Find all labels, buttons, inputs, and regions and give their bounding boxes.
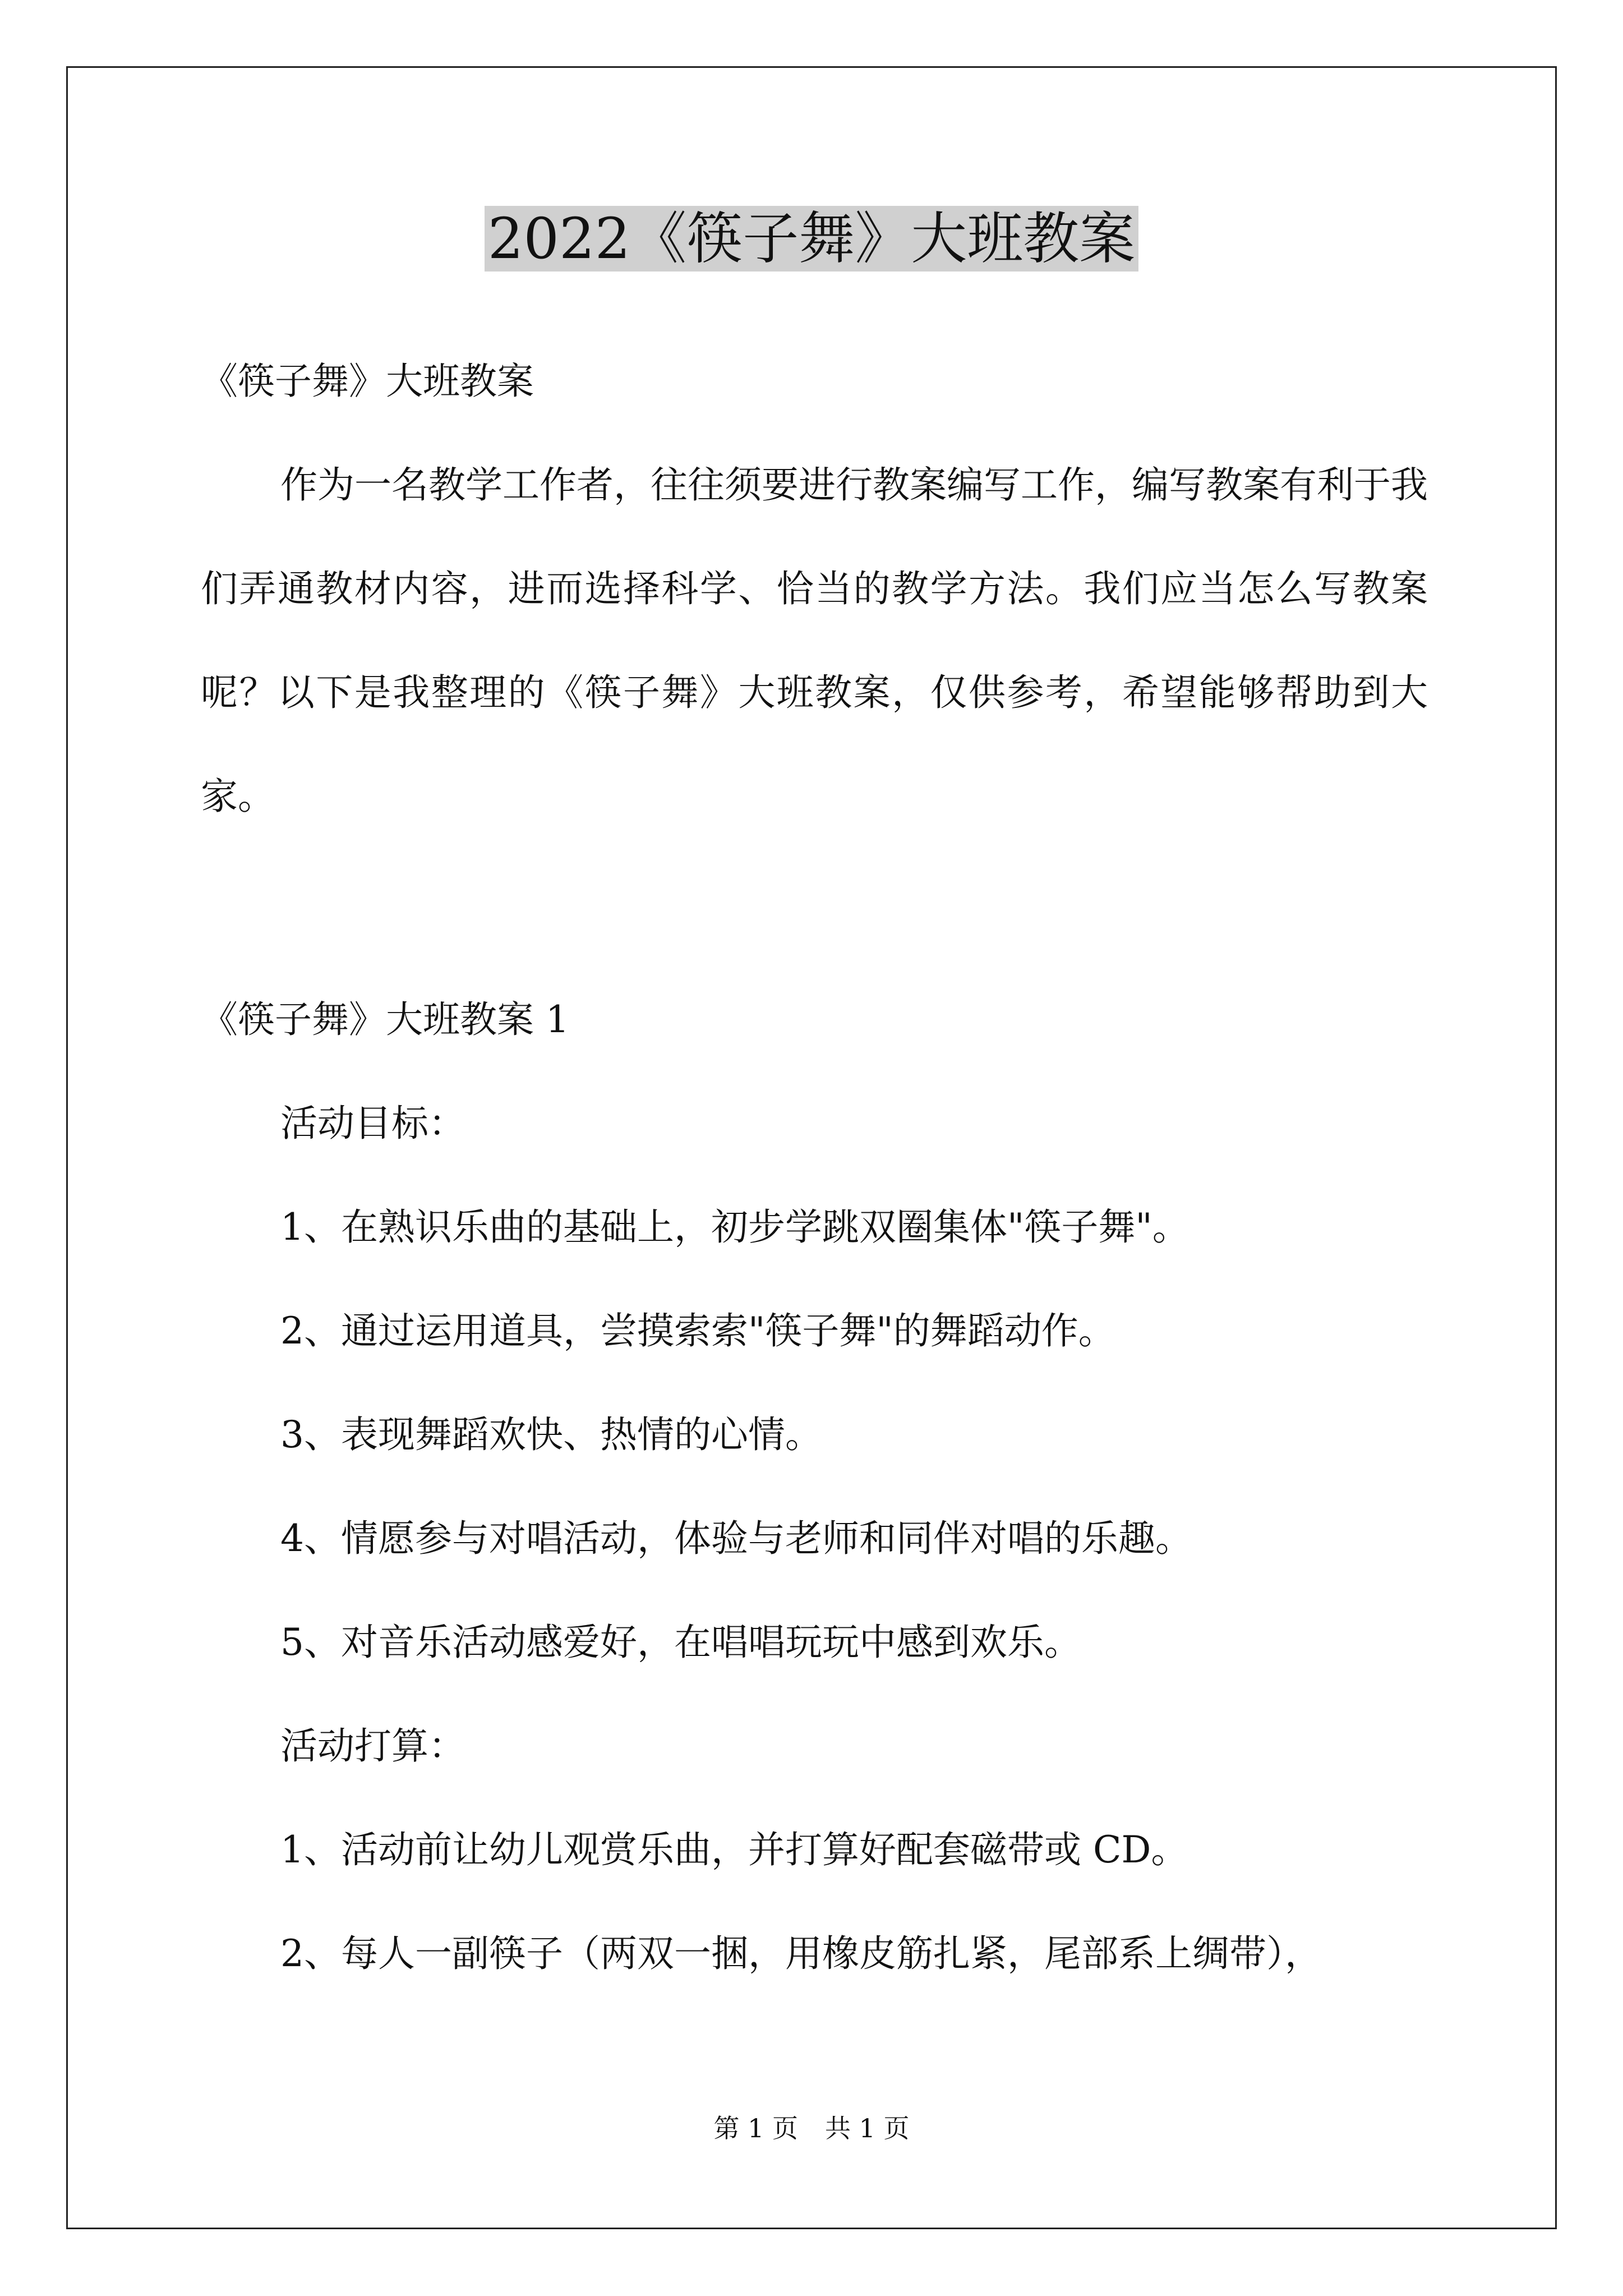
goal-item: 4、情愿参与对唱活动，体验与老师和同伴对唱的乐趣。 bbox=[280, 1517, 1192, 1560]
section-title: 《筷子舞》大班教案 1 bbox=[201, 998, 569, 1041]
intro-paragraph: 作为一名教学工作者，往往须要进行教案编写工作，编写教案有利于我们弄通教材内容，进而选择科学、恰当的教学方法。我们应当怎么写教案呢？以下是我整理的《筷子舞》大班教案，仅供参考，希望能够帮助到大家。 bbox=[201, 463, 1428, 818]
page-total: 共 1 页 bbox=[825, 2113, 910, 2143]
prep-item: 2、每人一副筷子（两双一捆，用橡皮筋扎紧，尾部系上绸带）， bbox=[280, 1932, 1322, 1975]
prep-item: 1、活动前让幼儿观赏乐曲，并打算好配套磁带或 CD。 bbox=[280, 1828, 1188, 1871]
goal-item: 5、对音乐活动感爱好，在唱唱玩玩中感到欢乐。 bbox=[280, 1621, 1081, 1664]
subtitle: 《筷子舞》大班教案 bbox=[201, 360, 534, 403]
goal-item: 3、表现舞蹈欢快、热情的心情。 bbox=[280, 1413, 822, 1456]
page-footer bbox=[0, 2111, 1623, 2145]
goal-item: 1、在熟识乐曲的基础上，初步学跳双圈集体"筷子舞"。 bbox=[280, 1205, 1189, 1249]
goal-item: 2、通过运用道具，尝摸索索"筷子舞"的舞蹈动作。 bbox=[280, 1309, 1115, 1352]
prep-heading: 活动打算： bbox=[280, 1724, 465, 1768]
document-title-text: 2022《筷子舞》大班教案 bbox=[485, 206, 1139, 272]
document-title bbox=[0, 200, 1623, 278]
page-number: 第 1 页 bbox=[713, 2113, 798, 2143]
goals-heading: 活动目标： bbox=[280, 1102, 465, 1145]
